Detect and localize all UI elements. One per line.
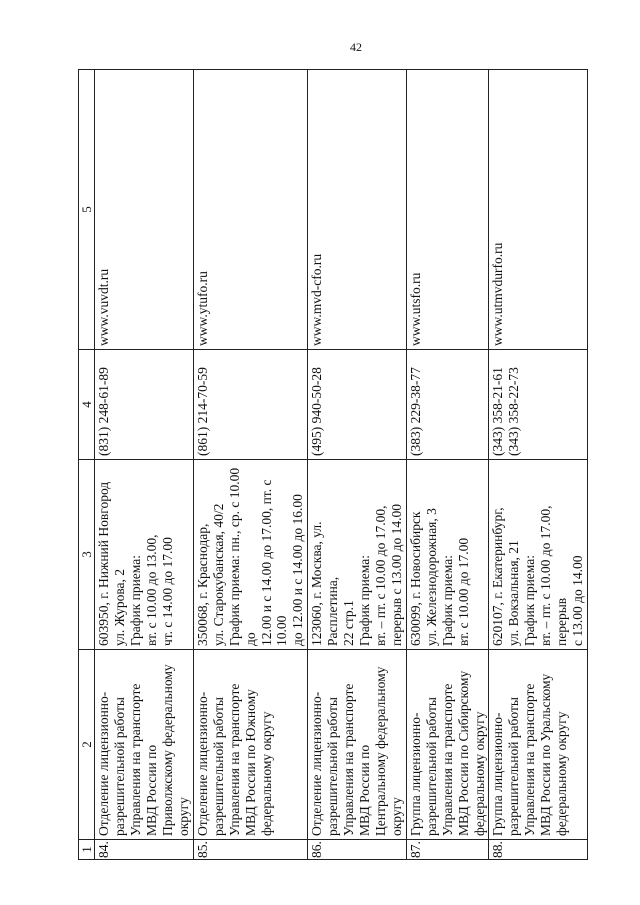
- address-line: ул. Журова, 2: [112, 568, 128, 646]
- office-name-line: Управления на транспорте: [226, 683, 242, 836]
- address-line: 12.00 и с 14.00 до 17.00, пт. с 10.00: [258, 479, 290, 646]
- address-line: График приема:: [522, 555, 538, 646]
- office-name-cell: [95, 650, 194, 840]
- phone-cell: [193, 350, 307, 460]
- address-line: до 12.00 и с 14.00 до 16.00: [290, 494, 306, 646]
- office-name-cell: [489, 650, 588, 840]
- column-header: 2: [79, 650, 95, 840]
- office-name-line: округу: [388, 797, 404, 836]
- office-name-line: федеральному округу: [554, 711, 570, 836]
- address-line: 350068, г. Краснодар,: [194, 523, 210, 646]
- table-row: [489, 70, 588, 860]
- website-link[interactable]: www.utmvdurfo.ru: [490, 242, 506, 346]
- phone-line: (495) 940-50-28: [309, 367, 325, 456]
- address-line: График приема: пн., ср. с 10.00 до: [226, 467, 258, 646]
- website-cell: [406, 70, 489, 350]
- office-name-line: Отделение лицензионно-: [194, 691, 210, 836]
- office-name-cell: [193, 650, 307, 840]
- address-line: вт. с 10.00 до 13.00,: [144, 534, 160, 646]
- address-line: График приема:: [357, 555, 373, 646]
- phone-line: (831) 248-61-89: [96, 367, 112, 456]
- address-line: 620107, г. Екатеринбург,: [490, 507, 506, 646]
- phone-line: (861) 214-70-59: [194, 367, 210, 456]
- address-line: вт. – пт. с 10.00 до 17.00, перерыв: [538, 505, 570, 646]
- phone-cell: [489, 350, 588, 460]
- address-line: 603950, г. Нижний Новгород: [96, 481, 112, 646]
- address-line: вт. – пт. с 10.00 до 17.00,: [373, 505, 388, 646]
- office-name-line: МВД России по Уральскому: [538, 673, 554, 836]
- table-row: [95, 70, 194, 860]
- phone-cell: [95, 350, 194, 460]
- row-number-cell: 88.: [489, 840, 588, 860]
- address-line: 123060, г. Москва, ул. Расплетина,: [309, 521, 341, 646]
- rotated-table-container: [78, 70, 586, 860]
- phone-cell: [406, 350, 489, 460]
- phone-cell: [308, 350, 407, 460]
- table-row: [406, 70, 489, 860]
- office-name-line: Отделение лицензионно-: [96, 691, 112, 836]
- address-line: График приема:: [439, 555, 455, 646]
- office-name-line: разрешительной работы: [210, 697, 226, 836]
- office-name-line: Управления на транспорте: [439, 683, 455, 836]
- table-header-row: [79, 70, 95, 860]
- office-name-line: МВД России по Сибирскому: [455, 670, 471, 836]
- row-number-cell: 86.: [308, 840, 407, 860]
- office-name-line: разрешительной работы: [506, 697, 522, 836]
- office-name-line: Центральному федеральному: [373, 666, 388, 836]
- office-name-line: разрешительной работы: [112, 697, 128, 836]
- address-line: График приема:: [128, 555, 144, 646]
- office-name-line: МВД России по Южному: [242, 689, 258, 836]
- address-line: перерыв с 13.00 до 14.00: [388, 503, 404, 646]
- office-name-line: Управления на транспорте: [128, 683, 144, 836]
- column-header: 1: [79, 840, 95, 860]
- office-name-line: Отделение лицензионно-: [309, 691, 325, 836]
- address-line: ул. Старокубанская, 40/2: [210, 503, 226, 646]
- address-line: 630099, г. Новосибирск: [407, 511, 423, 646]
- office-name-line: МВД России по: [144, 744, 160, 836]
- address-line: 22 стр.1: [341, 600, 357, 646]
- column-header: 5: [79, 70, 95, 350]
- column-header: 3: [79, 460, 95, 650]
- address-line: вт. с 10.00 до 17.00: [455, 537, 471, 646]
- office-name-line: Группа лицензионно-: [490, 712, 506, 836]
- table-row: [308, 70, 407, 860]
- website-cell: [308, 70, 407, 350]
- office-name-line: разрешительной работы: [325, 697, 341, 836]
- phone-line: (343) 358-22-73: [506, 367, 522, 456]
- address-cell: [489, 460, 588, 650]
- office-name-line: округу: [175, 797, 191, 836]
- office-name-line: федеральному округу: [471, 711, 487, 836]
- license-offices-table: [78, 69, 588, 860]
- website-link[interactable]: www.vuvdt.ru: [96, 268, 112, 346]
- website-link[interactable]: www.mvd-cfo.ru: [309, 253, 325, 346]
- office-name-line: Группа лицензионно-: [407, 712, 423, 836]
- address-line: с 13.00 до 14.00: [570, 555, 586, 646]
- phone-line: (383) 229-38-77: [407, 367, 423, 456]
- office-name-line: разрешительной работы: [423, 697, 439, 836]
- address-cell: [406, 460, 489, 650]
- website-cell: [489, 70, 588, 350]
- address-line: ул. Железнодорожная, 3: [423, 508, 439, 646]
- phone-line: (343) 358-21-61: [490, 367, 506, 456]
- address-line: чт. с 14.00 до 17.00: [160, 537, 176, 646]
- office-name-line: Управления на транспорте: [341, 683, 357, 836]
- office-name-cell: [308, 650, 407, 840]
- address-cell: [193, 460, 307, 650]
- address-cell: [308, 460, 407, 650]
- column-header: 4: [79, 350, 95, 460]
- office-name-line: федеральному округу: [258, 711, 274, 836]
- table-body: [79, 70, 588, 860]
- table-row: [193, 70, 307, 860]
- website-link[interactable]: www.utsfo.ru: [407, 272, 423, 346]
- office-name-line: Приволжскому федеральному: [160, 664, 176, 836]
- row-number-cell: 87.: [406, 840, 489, 860]
- website-link[interactable]: www.ytufo.ru: [194, 271, 210, 346]
- row-number-cell: 84.: [95, 840, 194, 860]
- website-cell: [95, 70, 194, 350]
- page-number: 42: [350, 40, 362, 54]
- address-cell: [95, 460, 194, 650]
- office-name-line: МВД России по: [357, 744, 373, 836]
- office-name-cell: [406, 650, 489, 840]
- website-cell: [193, 70, 307, 350]
- row-number-cell: 85.: [193, 840, 307, 860]
- address-line: ул. Вокзальная, 21: [506, 540, 522, 646]
- office-name-line: Управления на транспорте: [522, 683, 538, 836]
